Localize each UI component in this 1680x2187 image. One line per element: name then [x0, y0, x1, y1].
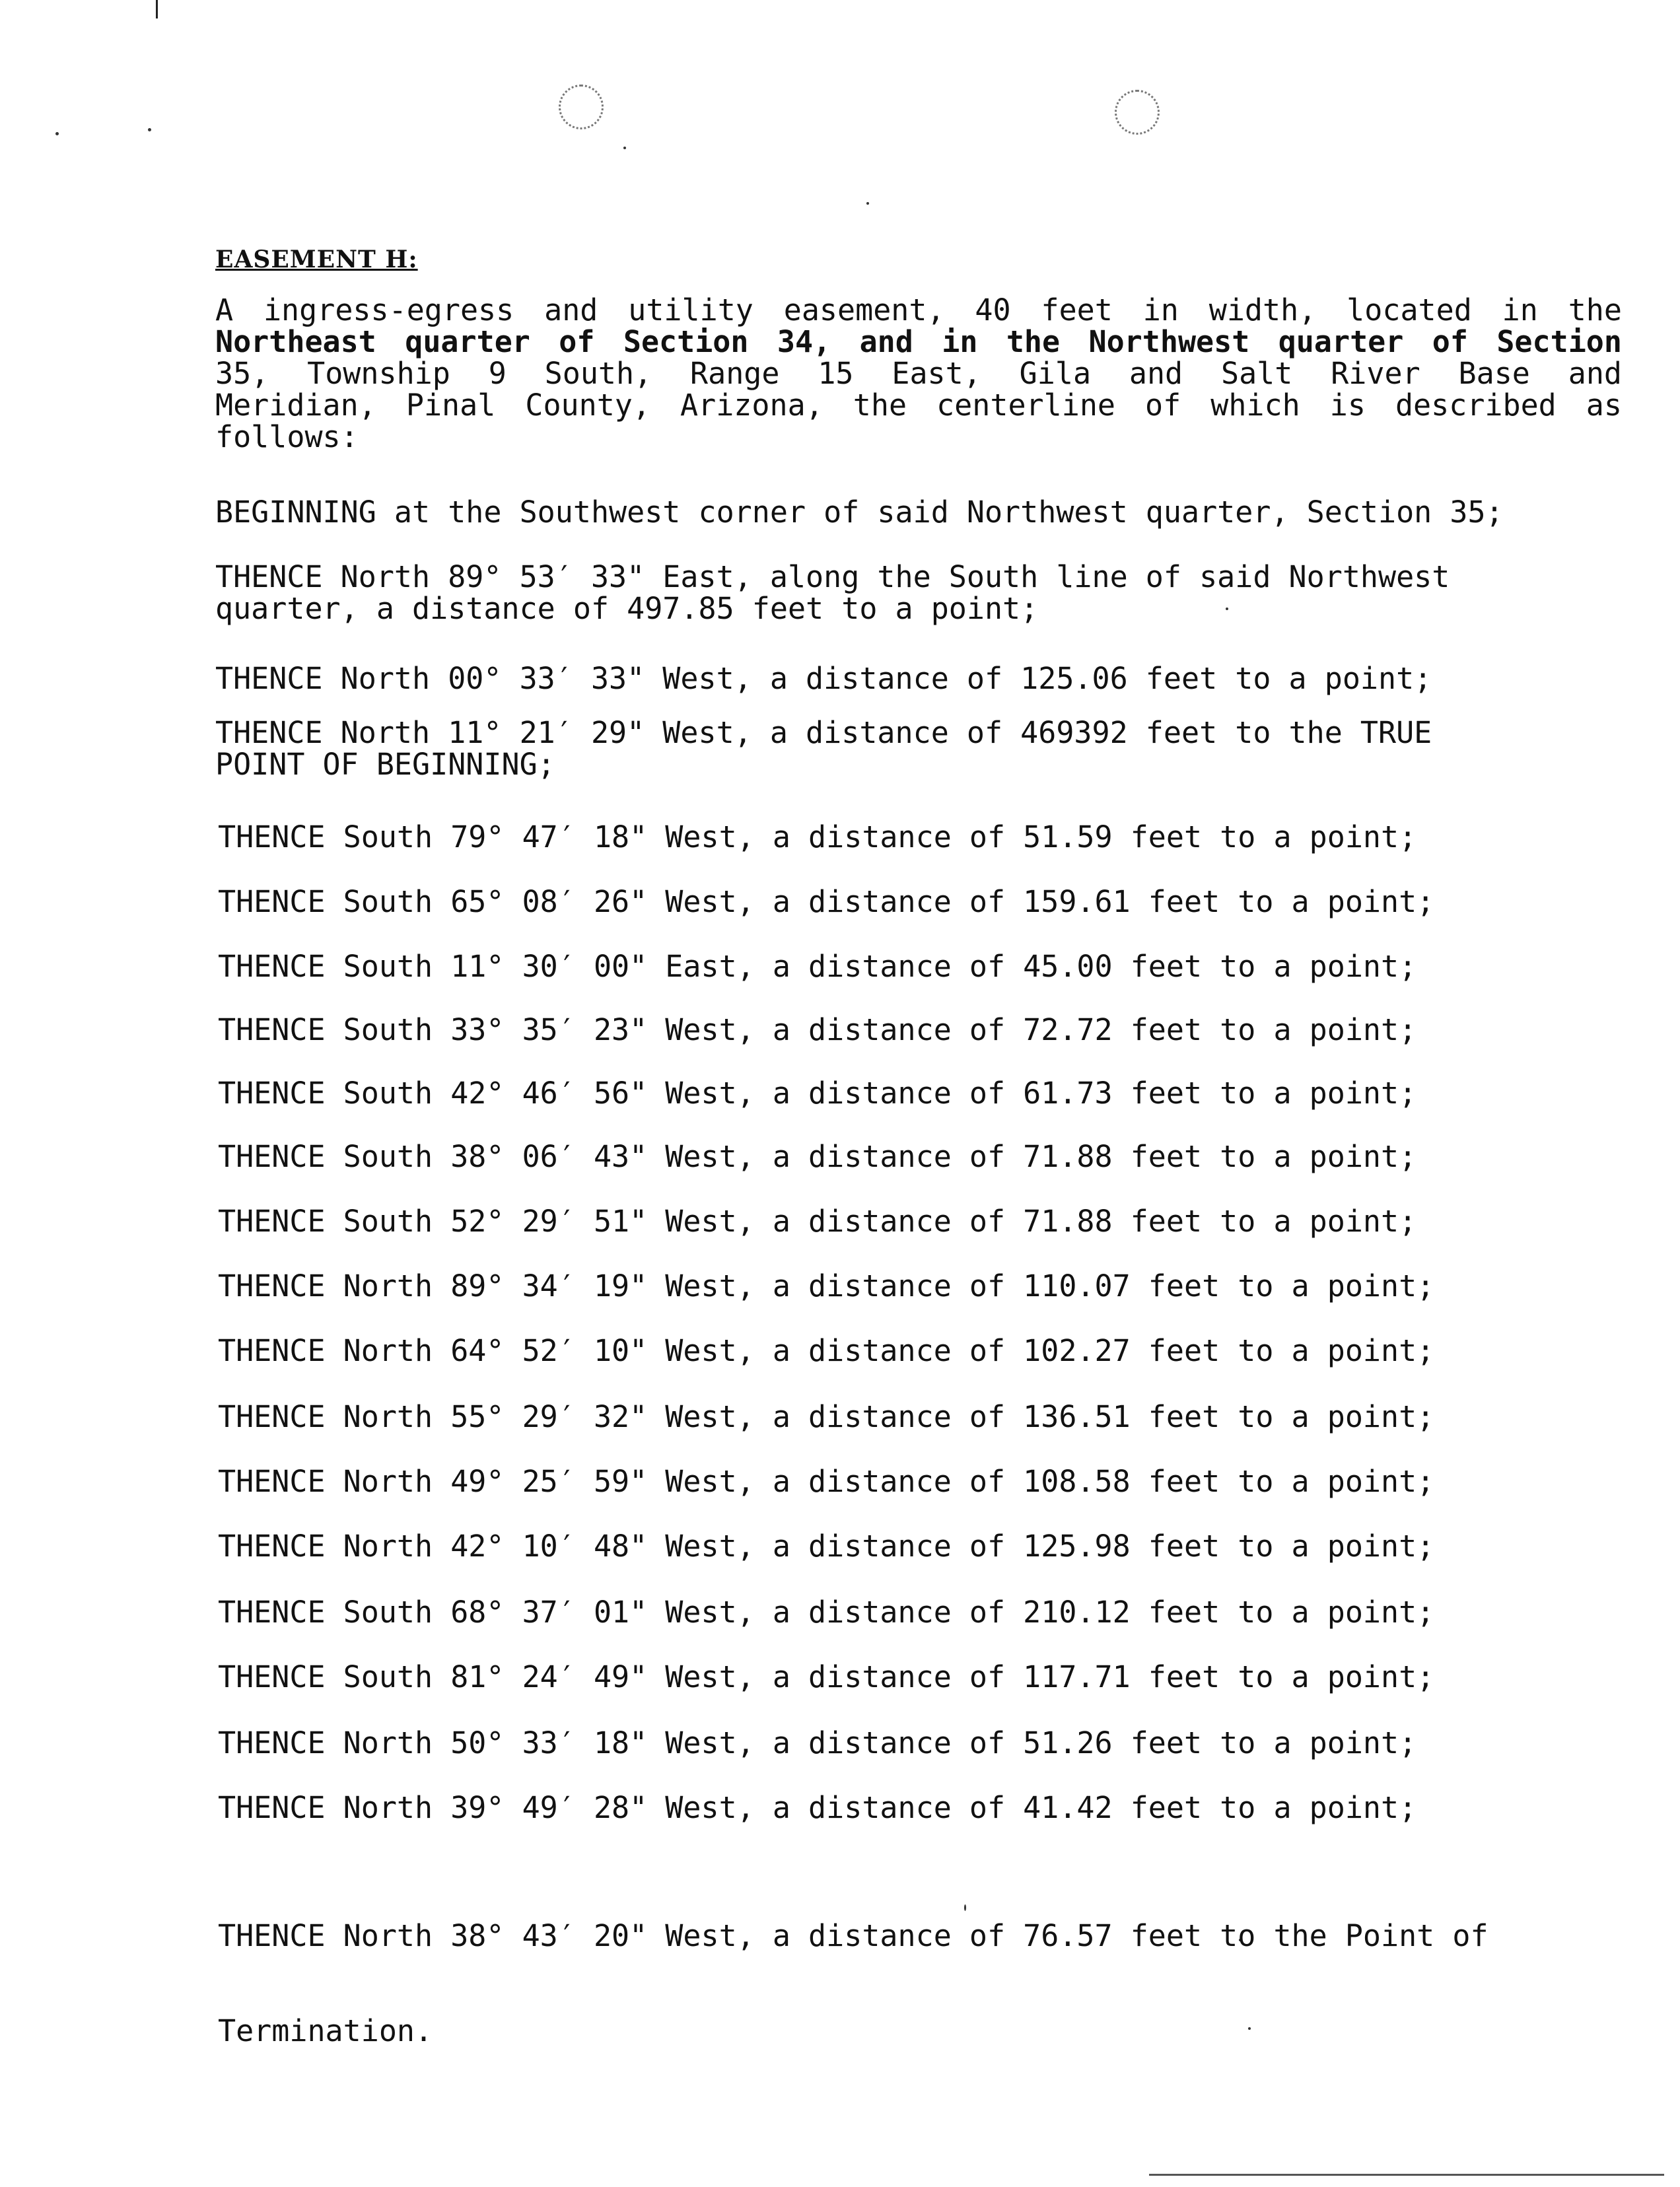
intro-line: 35, Township 9 South, Range 15 East, Gila and Salt River Base and: [215, 356, 1622, 391]
page-edge-line: [1149, 2174, 1664, 2176]
beginning-paragraph: BEGINNING at the Southwest corner of said Northwest quarter, Section 35;: [215, 495, 1504, 530]
thence-line: THENCE North 89° 53′ 33" East, along the South line of said Northwest: [215, 559, 1450, 594]
thence-call: THENCE South 65° 08′ 26" West, a distance of 159.61 feet to a point;: [218, 884, 1435, 919]
thence-call: THENCE North 55° 29′ 32" West, a distance of 136.51 feet to a point;: [218, 1399, 1435, 1434]
scan-speck: [866, 202, 869, 205]
intro-paragraph: [215, 295, 1622, 453]
scan-speck: [148, 128, 151, 131]
thence-line: THENCE North 11° 21′ 29" West, a distance of 469392 feet to the TRUE: [215, 715, 1432, 750]
scan-speck: [55, 132, 59, 135]
thence-call: THENCE South 79° 47′ 18" West, a distance of 51.59 feet to a point;: [218, 819, 1417, 854]
scan-speck: [623, 147, 626, 149]
thence-line: quarter, a distance of 497.85 feet to a point;: [215, 591, 1039, 626]
easement-heading: EASEMENT H:: [215, 246, 418, 273]
intro-line: Northeast quarter of Section 34, and in the Northwest quarter of Section: [215, 324, 1622, 359]
thence-call: THENCE South 33° 35′ 23" West, a distance of 72.72 feet to a point;: [218, 1012, 1417, 1047]
intro-line: follows:: [215, 419, 359, 454]
thence-paragraph: THENCE North 00° 33′ 33" West, a distance of 125.06 feet to a point;: [215, 661, 1432, 696]
thence-call: THENCE North 49° 25′ 59" West, a distance of 108.58 feet to a point;: [218, 1464, 1435, 1499]
thence-call: THENCE North 42° 10′ 48" West, a distance of 125.98 feet to a point;: [218, 1529, 1435, 1564]
thence-call: THENCE South 68° 37′ 01" West, a distance of 210.12 feet to a point;: [218, 1595, 1435, 1630]
thence-call: THENCE South 42° 46′ 56" West, a distance of 61.73 feet to a point;: [218, 1076, 1417, 1111]
thence-call: THENCE North 39° 49′ 28" West, a distance of 41.42 feet to a point;: [218, 1790, 1417, 1825]
thence-call: THENCE North 89° 34′ 19" West, a distance of 110.07 feet to a point;: [218, 1268, 1435, 1303]
thence-call: THENCE North 64° 52′ 10" West, a distance of 102.27 feet to a point;: [218, 1333, 1435, 1368]
thence-line: THENCE North 38° 43′ 20" West, a distance of 76.57 feet to the Point of: [218, 1918, 1488, 1953]
thence-line: Termination.: [218, 2013, 433, 2048]
thence-paragraph: [215, 717, 1622, 781]
thence-call: THENCE South 38° 06′ 43" West, a distance of 71.88 feet to a point;: [218, 1139, 1417, 1174]
thence-call: THENCE South 81° 24′ 49" West, a distance of 117.71 feet to a point;: [218, 1659, 1435, 1694]
scan-mark: [156, 0, 158, 18]
thence-call: THENCE North 50° 33′ 18" West, a distance of 51.26 feet to a point;: [218, 1725, 1417, 1760]
punch-hole-mark: [559, 85, 604, 129]
thence-line: POINT OF BEGINNING;: [215, 747, 555, 782]
intro-line: A ingress-egress and utility easement, 40 feet in width, located in the: [215, 293, 1622, 328]
intro-line: Meridian, Pinal County, Arizona, the centerline of which is described as: [215, 388, 1622, 423]
thence-call: THENCE South 11° 30′ 00" East, a distance of 45.00 feet to a point;: [218, 949, 1417, 984]
thence-call: THENCE South 52° 29′ 51" West, a distance of 71.88 feet to a point;: [218, 1204, 1417, 1239]
thence-paragraph: [215, 561, 1622, 625]
final-thence-paragraph: [218, 1857, 1488, 2110]
punch-hole-mark: [1115, 90, 1160, 135]
